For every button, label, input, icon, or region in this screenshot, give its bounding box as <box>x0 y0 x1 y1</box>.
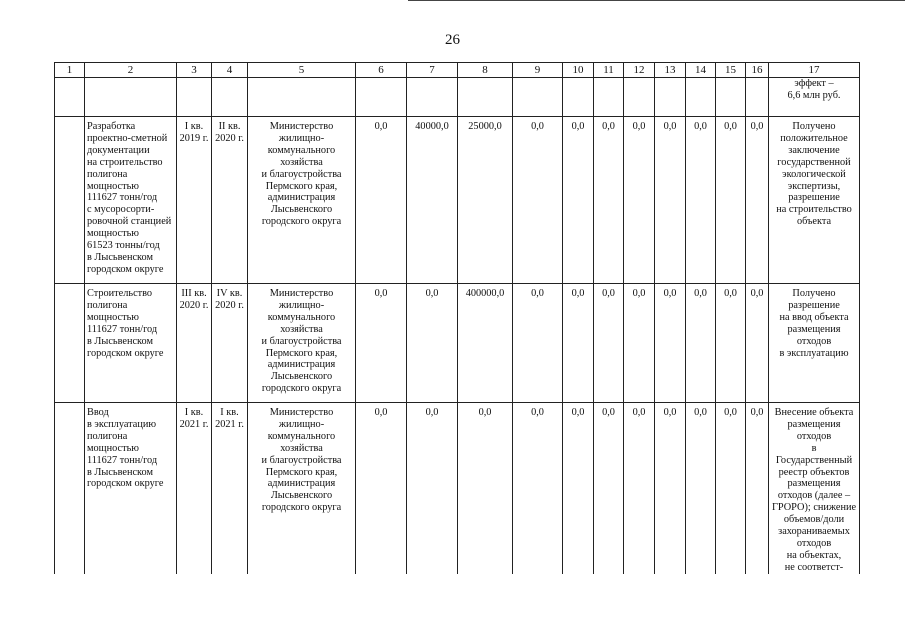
activity-name-cell: Ввод в эксплуатацию полигона мощностью 111627 тонн/год в Лысьвенском городском округе <box>85 403 177 574</box>
value-cell-col-16: 0,0 <box>746 117 769 284</box>
value-cell-col-14: 0,0 <box>686 403 716 574</box>
column-number-4: 4 <box>212 63 248 78</box>
value-cell-col-11: 0,0 <box>594 284 624 403</box>
empty-cell <box>686 78 716 117</box>
empty-cell <box>248 78 356 117</box>
end-period-cell: II кв. 2020 г. <box>212 117 248 284</box>
empty-cell <box>177 78 212 117</box>
value-cell-col-10: 0,0 <box>563 403 594 574</box>
value-cell-col-15: 0,0 <box>716 403 746 574</box>
plan-table <box>54 62 860 574</box>
column-number-11: 11 <box>594 63 624 78</box>
start-period-cell: I кв. 2021 г. <box>177 403 212 574</box>
table-row <box>55 403 860 574</box>
value-cell-col-7: 0,0 <box>407 284 458 403</box>
empty-cell <box>563 78 594 117</box>
end-period-cell: IV кв. 2020 г. <box>212 284 248 403</box>
column-number-1: 1 <box>55 63 85 78</box>
empty-cell <box>513 78 563 117</box>
value-cell-col-13: 0,0 <box>655 117 686 284</box>
expected-result-cell: Внесение объекта размещения отходов в Государственный реестр объектов размещения отходов (далее – ГРОРО); снижение объемов/доли захораниваемых отходов на объектах, не соответст- <box>769 403 860 574</box>
empty-cell <box>356 78 407 117</box>
column-number-7: 7 <box>407 63 458 78</box>
value-cell-col-6: 0,0 <box>356 403 407 574</box>
column-number-6: 6 <box>356 63 407 78</box>
value-cell-col-6: 0,0 <box>356 117 407 284</box>
start-period-cell: III кв. 2020 г. <box>177 284 212 403</box>
empty-cell <box>85 78 177 117</box>
row-number-cell <box>55 284 85 403</box>
value-cell-col-8: 0,0 <box>458 403 513 574</box>
page-number: 26 <box>445 32 460 48</box>
top-rule <box>408 0 905 1</box>
column-number-12: 12 <box>624 63 655 78</box>
column-number-10: 10 <box>563 63 594 78</box>
value-cell-col-10: 0,0 <box>563 284 594 403</box>
value-cell-col-11: 0,0 <box>594 117 624 284</box>
responsible-executor-cell: Министерство жилищно- коммунального хозяйства и благоустройства Пермского края, администрация Лысьвенского городского округа <box>248 403 356 574</box>
value-cell-col-12: 0,0 <box>624 403 655 574</box>
column-number-17: 17 <box>769 63 860 78</box>
column-number-3: 3 <box>177 63 212 78</box>
value-cell-col-9: 0,0 <box>513 403 563 574</box>
column-number-13: 13 <box>655 63 686 78</box>
activity-name-cell: Строительство полигона мощностью 111627 тонн/год в Лысьвенском городском округе <box>85 284 177 403</box>
empty-cell <box>594 78 624 117</box>
value-cell-col-16: 0,0 <box>746 284 769 403</box>
column-number-row <box>55 63 860 78</box>
expected-result-cell: Получено положительное заключение государственной экологической экспертизы, разрешение на строительство объекта <box>769 117 860 284</box>
value-cell-col-7: 0,0 <box>407 403 458 574</box>
row-number-cell <box>55 403 85 574</box>
expected-result-cell: Получено разрешение на ввод объекта размещения отходов в эксплуатацию <box>769 284 860 403</box>
responsible-executor-cell: Министерство жилищно- коммунального хозяйства и благоустройства Пермского края, администрация Лысьвенского городского округа <box>248 117 356 284</box>
column-number-9: 9 <box>513 63 563 78</box>
empty-cell <box>407 78 458 117</box>
value-cell-col-6: 0,0 <box>356 284 407 403</box>
value-cell-col-13: 0,0 <box>655 284 686 403</box>
continuation-result-cell: эффект – 6,6 млн руб. <box>769 78 860 117</box>
table-row <box>55 284 860 403</box>
value-cell-col-12: 0,0 <box>624 284 655 403</box>
empty-cell <box>716 78 746 117</box>
value-cell-col-14: 0,0 <box>686 117 716 284</box>
empty-cell <box>624 78 655 117</box>
end-period-cell: I кв. 2021 г. <box>212 403 248 574</box>
value-cell-col-7: 40000,0 <box>407 117 458 284</box>
empty-cell <box>746 78 769 117</box>
empty-cell <box>655 78 686 117</box>
activity-name-cell: Разработка проектно-сметной документации на строительство полигона мощностью 111627 тонн/год с мусоросорти- ровочной станцией мощностью 61523 тонны/год в Лысьвенском городском округе <box>85 117 177 284</box>
start-period-cell: I кв. 2019 г. <box>177 117 212 284</box>
value-cell-col-10: 0,0 <box>563 117 594 284</box>
continuation-row <box>55 78 860 117</box>
value-cell-col-12: 0,0 <box>624 117 655 284</box>
column-number-14: 14 <box>686 63 716 78</box>
column-number-8: 8 <box>458 63 513 78</box>
value-cell-col-13: 0,0 <box>655 403 686 574</box>
column-number-5: 5 <box>248 63 356 78</box>
column-number-2: 2 <box>85 63 177 78</box>
empty-cell <box>212 78 248 117</box>
value-cell-col-11: 0,0 <box>594 403 624 574</box>
responsible-executor-cell: Министерство жилищно- коммунального хозяйства и благоустройства Пермского края, администрация Лысьвенского городского округа <box>248 284 356 403</box>
table-row <box>55 117 860 284</box>
value-cell-col-9: 0,0 <box>513 284 563 403</box>
value-cell-col-9: 0,0 <box>513 117 563 284</box>
column-number-16: 16 <box>746 63 769 78</box>
value-cell-col-16: 0,0 <box>746 403 769 574</box>
value-cell-col-8: 25000,0 <box>458 117 513 284</box>
value-cell-col-15: 0,0 <box>716 117 746 284</box>
value-cell-col-14: 0,0 <box>686 284 716 403</box>
empty-cell <box>458 78 513 117</box>
value-cell-col-15: 0,0 <box>716 284 746 403</box>
value-cell-col-8: 400000,0 <box>458 284 513 403</box>
column-number-15: 15 <box>716 63 746 78</box>
row-number-cell <box>55 117 85 284</box>
empty-cell <box>55 78 85 117</box>
